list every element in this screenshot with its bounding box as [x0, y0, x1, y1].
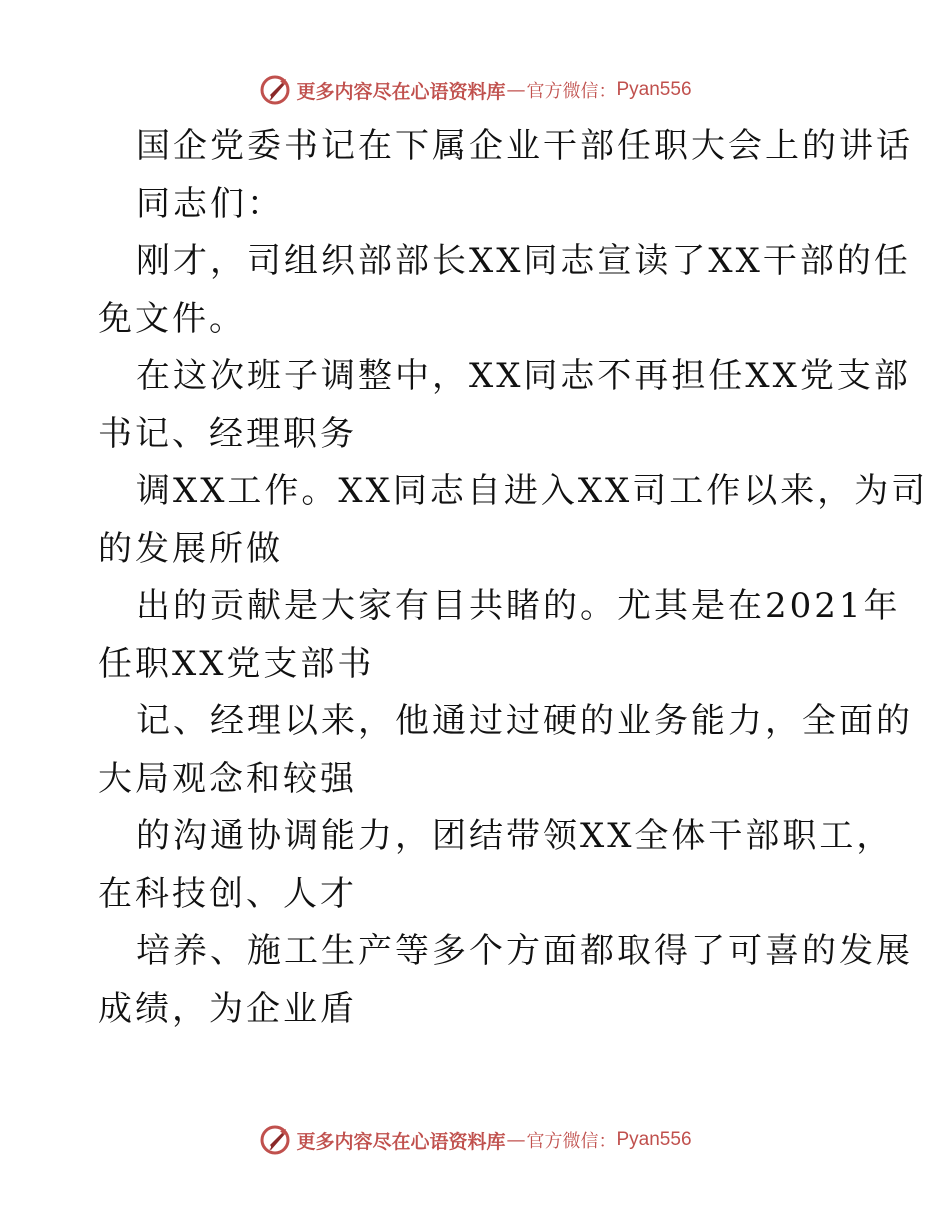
paragraph-line: 在这次班子调整中，XX同志不再担任XX党支部 [136, 356, 911, 396]
quill-pen-logo-icon [258, 1123, 292, 1157]
document-title: 国企党委书记在下属企业干部任职大会上的讲话 [136, 126, 913, 166]
paragraph-line: 记、经理以来，他通过过硬的业务能力，全面的 [136, 701, 913, 741]
paragraph-line: 培养、施工生产等多个方面都取得了可喜的发展 [136, 931, 913, 971]
paragraph-line: 出的贡献是大家有目共睹的。尤其是在2021年 [136, 586, 901, 626]
paragraph-line: 的沟通协调能力，团结带领XX全体干部职工， [136, 816, 894, 856]
banner-wechat-id: Pyan556 [616, 79, 692, 100]
paragraph-line: 书记、经理职务 [98, 413, 357, 454]
paragraph-line: 大局观念和较强 [98, 758, 357, 799]
paragraph-line: 的发展所做 [98, 528, 283, 569]
banner-wechat-label: 官方微信： [526, 1131, 617, 1152]
paragraph-line: 成绩，为企业盾 [98, 988, 357, 1029]
banner-separator: — [506, 1129, 526, 1151]
paragraph-line: 刚才，司组织部部长XX同志宣读了XX干部的任 [136, 241, 911, 281]
footer-banner [0, 1120, 950, 1160]
paragraph-line: 免文件。 [98, 298, 246, 339]
document-body [98, 118, 929, 1038]
banner-brand-text: 更多内容尽在心语资料库 [296, 80, 506, 103]
quill-pen-logo-icon [258, 73, 292, 107]
paragraph-line: 任职XX党支部书 [98, 643, 375, 684]
paragraph-line: 在科技创、人才 [98, 873, 357, 914]
banner-wechat-id: Pyan556 [616, 1129, 692, 1150]
header-banner [0, 70, 950, 110]
banner-wechat-label: 官方微信： [526, 81, 617, 102]
banner-brand-text: 更多内容尽在心语资料库 [296, 1130, 506, 1153]
paragraph-line: 调XX工作。XX同志自进入XX司工作以来，为司 [136, 471, 929, 511]
salutation-line: 同志们： [136, 183, 284, 224]
banner-separator: — [506, 79, 526, 101]
